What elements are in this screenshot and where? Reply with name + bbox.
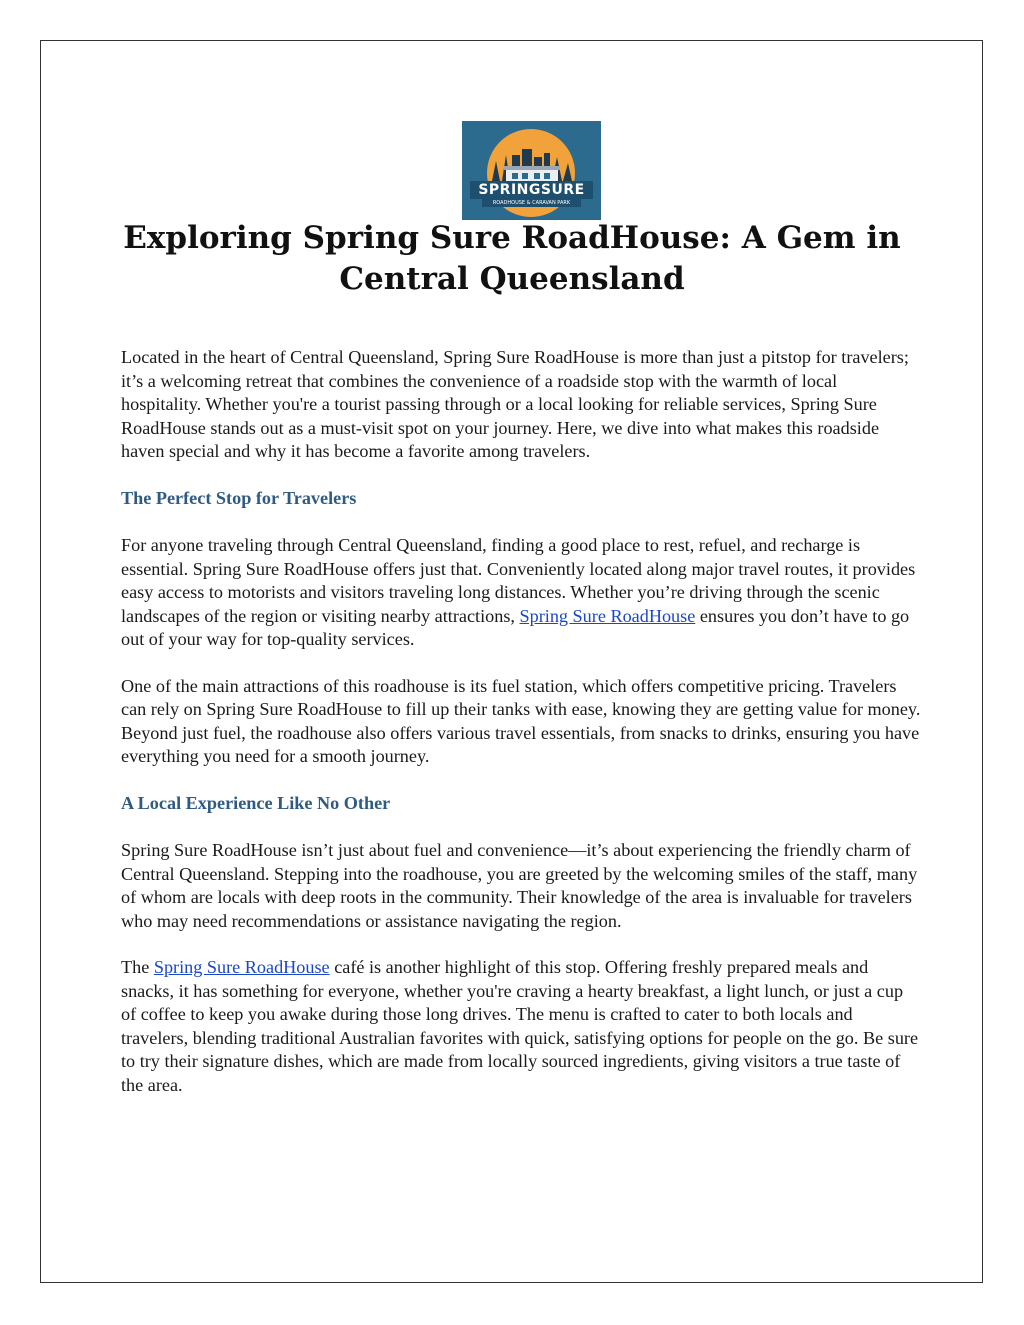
- spring-sure-roadhouse-link-1[interactable]: Spring Sure RoadHouse: [519, 605, 696, 626]
- text-segment: For anyone traveling through Central Queensland, finding a good place to rest, refuel, and recharge is essential. Spring Sure RoadHouse offers just that. Conveniently located along major travel routes, it provides easy access to motorists and visitors traveling long distances. Whether you’re driving through the scenic landscapes of the region or visiting nearby attractions,: [121, 535, 916, 626]
- logo-tagline-text: ROADHOUSE & CARAVAN PARK: [492, 200, 571, 206]
- section1-paragraph-2: One of the main attractions of this roadhouse is its fuel station, which offers competitive pricing. Travelers can rely on Spring Sure RoadHouse to fill up their tanks with ease, knowing they are getting value for money. Beyond just fuel, the roadhouse also offers various travel essentials, from snacks to drinks, ensuring you have everything you need for a smooth journey.: [121, 675, 921, 766]
- spring-sure-roadhouse-link-2[interactable]: Spring Sure RoadHouse: [153, 957, 330, 977]
- section1-paragraph-1: [121, 534, 921, 652]
- page-title: Exploring Spring Sure RoadHouse: A Gem in Central Queensland: [123, 220, 901, 297]
- logo-brand-text: SPRINGSURE: [478, 182, 585, 198]
- section2-paragraph-1: Spring Sure RoadHouse isn’t just about fuel and convenience—it’s about experiencing the friendly charm of Central Queensland. Stepping into the roadhouse, you are greeted by the welcoming smiles of the staff, many of whom are locals with deep roots in the community. Their knowledge of the area is invaluable for travelers who may need recommendations or assistance navigating the region.: [121, 840, 918, 931]
- section2-paragraph-2: [121, 956, 921, 1097]
- text-segment: ensures you don’t have to go out of your way for top-quality services.: [121, 605, 910, 649]
- section-heading-local-experience: A Local Experience Like No Other: [121, 792, 391, 813]
- text-segment: The: [121, 957, 154, 977]
- text-segment: café is another highlight of this stop. Offering freshly prepared meals and snacks, it has something for everyone, whether you're craving a hearty breakfast, a light lunch, or just a cup of coffee to keep you awake during those long drives. The menu is crafted to cater to both locals and travelers, blending traditional Australian favorites with quick, satisfying options for people on the go. Be sure to try their signature dishes, which are made from locally sourced ingredients, giving visitors a true taste of the area.: [121, 957, 919, 1095]
- intro-paragraph: Located in the heart of Central Queensland, Spring Sure RoadHouse is more than just a pitstop for travelers; it’s a welcoming retreat that combines the convenience of a roadside stop with the warmth of local hospitality. Whether you're a tourist passing through or a local looking for reliable services, Spring Sure RoadHouse stands out as a must-visit spot on your journey. Here, we dive into what makes this roadside haven special and why it has become a favorite among travelers.: [121, 347, 909, 461]
- springsure-logo: [462, 121, 601, 220]
- article-body: [121, 346, 921, 1120]
- section-heading-perfect-stop: The Perfect Stop for Travelers: [121, 487, 357, 508]
